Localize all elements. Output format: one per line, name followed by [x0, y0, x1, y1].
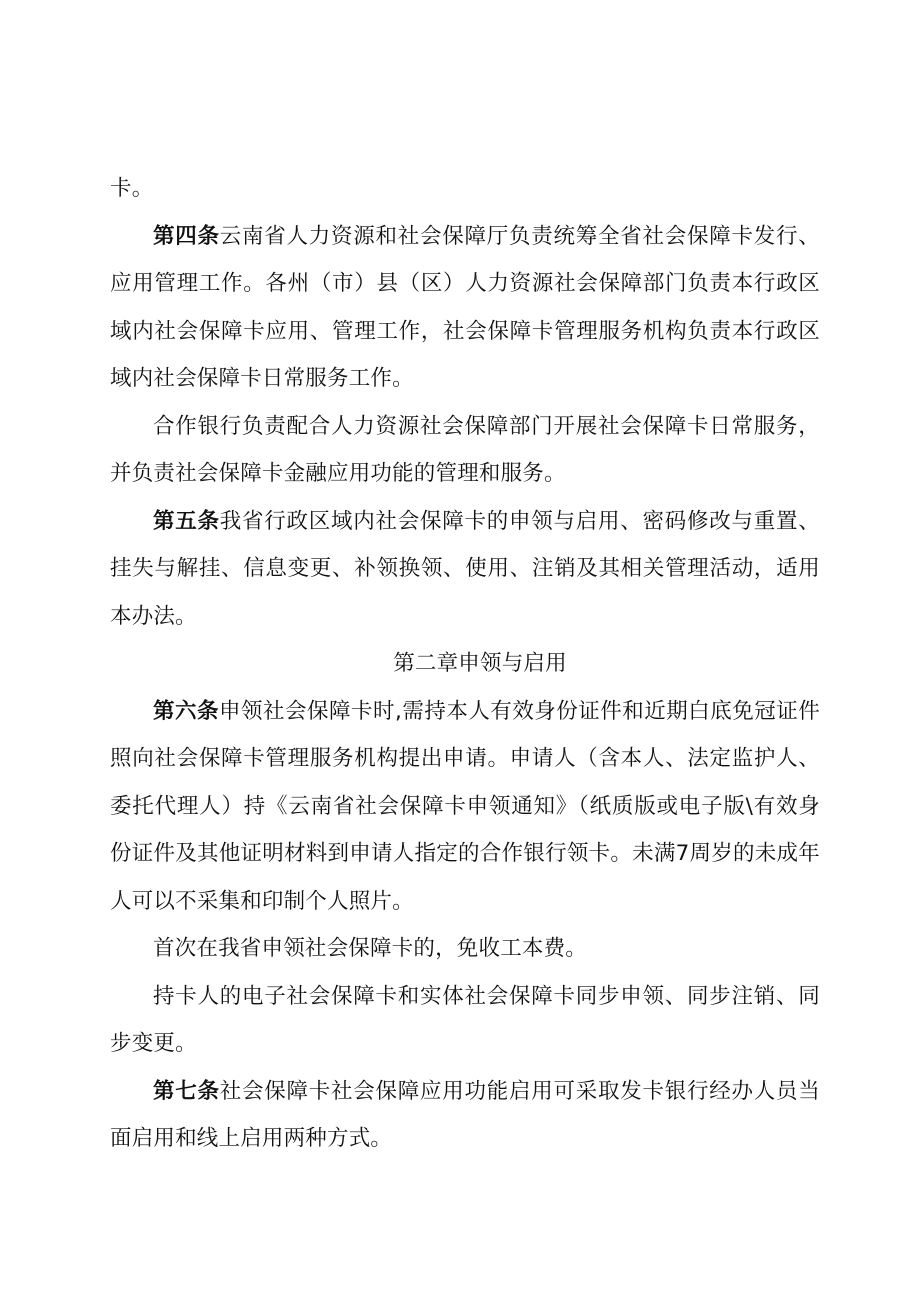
article-label: 第七条 — [153, 1078, 220, 1104]
paragraph-text: 合作银行负责配合人力资源社会保障部门开展社会保障卡日常服务，并负责社会保障卡金融应用功能的管理和服务。 — [110, 413, 820, 486]
chapter-title: 第二章申领与启用 — [393, 651, 567, 676]
article-label: 第六条 — [153, 698, 219, 724]
article-text: 云南省人力资源和社会保障厅负责统筹全省社会保障卡发行、应用管理工作。各州（市）县（区）人力资源社会保障部门负责本行政区域内社会保障卡应用、管理工作，社会保障卡管理服务机构负责本行政区域内社会保障卡日常服务工作。 — [110, 223, 820, 391]
paragraph-text: 卡。 — [110, 176, 154, 201]
article-label: 第四条 — [153, 223, 220, 249]
paragraph-text: 持卡人的电子社会保障卡和实体社会保障卡同步申领、同步注销、同步变更。 — [110, 983, 820, 1056]
paragraph-fee-exemption — [110, 925, 820, 973]
article-5 — [110, 498, 820, 641]
paragraph-text: 首次在我省申领社会保障卡的，免收工本费。 — [153, 936, 588, 961]
article-6 — [110, 688, 820, 926]
article-label: 第五条 — [153, 508, 220, 534]
paragraph-bank-duties — [110, 403, 820, 498]
chapter-heading — [110, 640, 820, 688]
article-4 — [110, 213, 820, 403]
article-7 — [110, 1068, 820, 1163]
article-text: 社会保障卡社会保障应用功能启用可采取发卡银行经办人员当面启用和线上启用两种方式。 — [110, 1078, 820, 1151]
article-text: 我省行政区域内社会保障卡的申领与启用、密码修改与重置、挂失与解挂、信息变更、补领换领、使用、注销及其相关管理活动，适用本办法。 — [110, 508, 820, 629]
document-body — [110, 165, 820, 1163]
paragraph-card-sync — [110, 973, 820, 1068]
paragraph-continuation — [110, 165, 820, 213]
article-text: 申领社会保障卡时,需持本人有效身份证件和近期白底免冠证件照向社会保障卡管理服务机构提出申请。申请人（含本人、法定监护人、委托代理人）持《云南省社会保障卡申领通知》（纸质版或电子版\有效身份证件及其他证明材料到申请人指定的合作银行领卡。未满7周岁的未成年人可以不采集和印制个人照片。 — [110, 698, 820, 914]
